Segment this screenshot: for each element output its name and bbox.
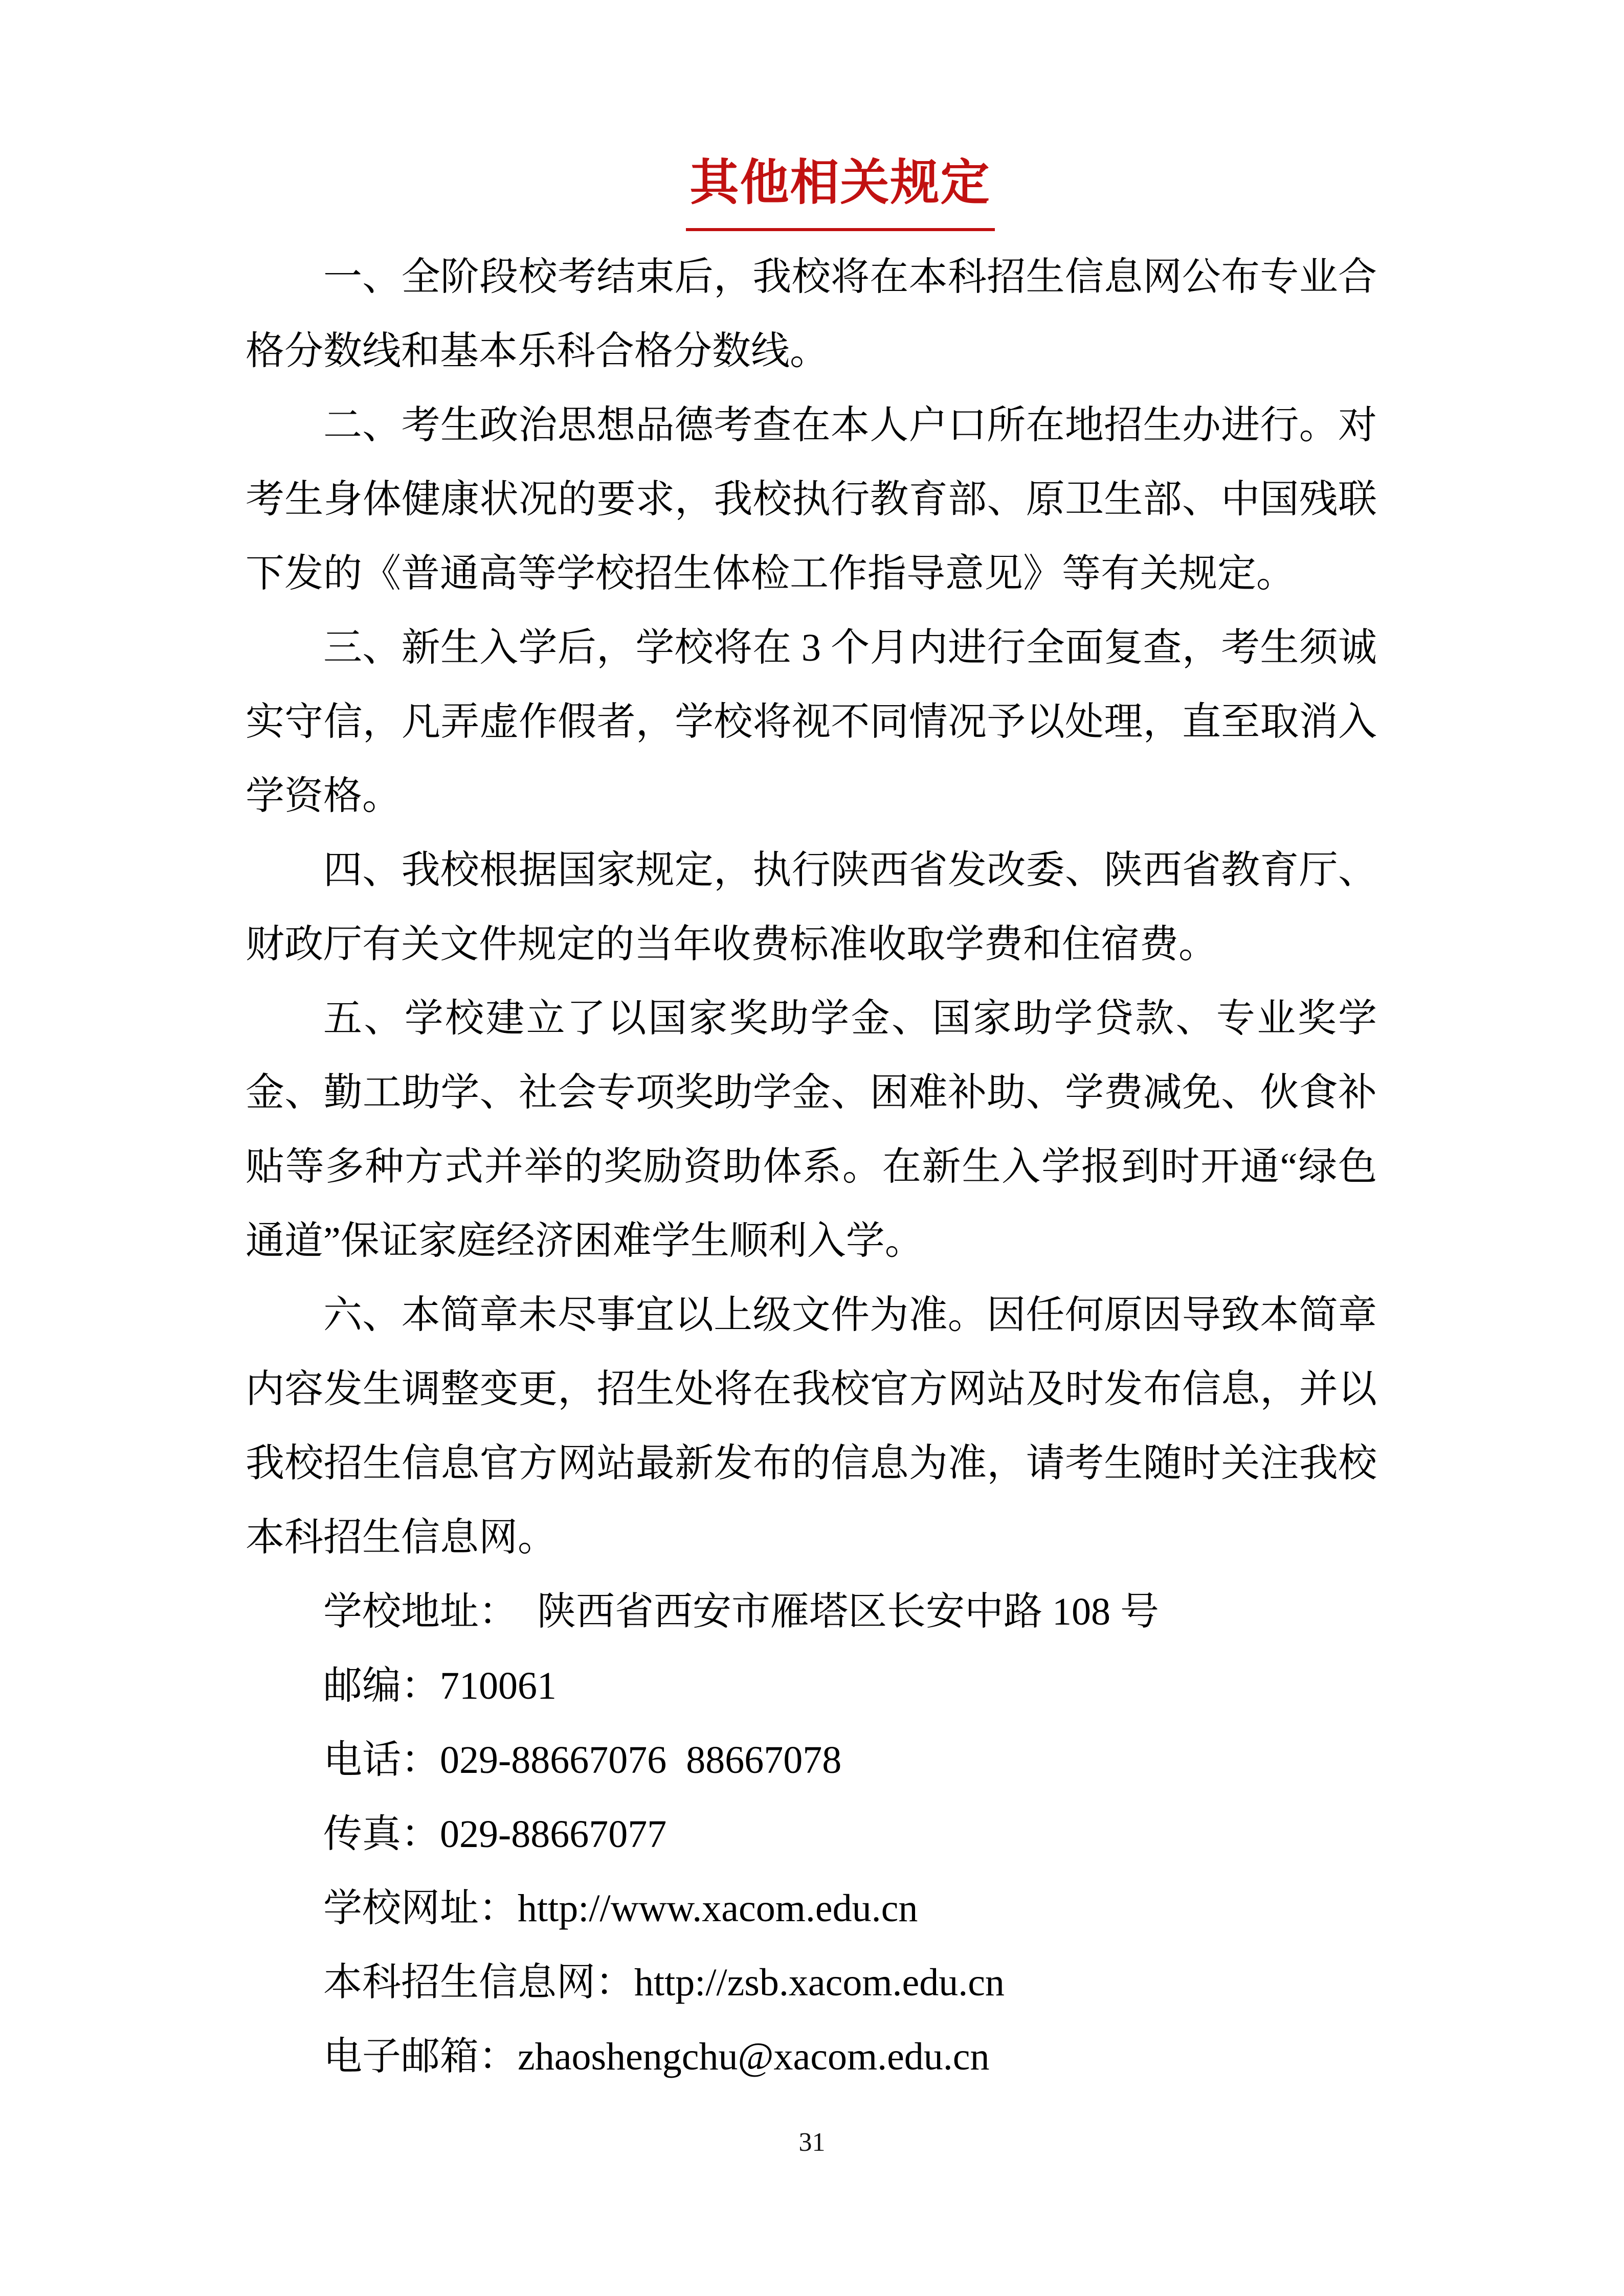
page-title-text: 其他相关规定 [686, 141, 995, 231]
body-paragraph-3: 三、新生入学后，学校将在 3 个月内进行全面复查，考生须诚实守信，凡弄虚作假者，学校将视不同情况予以处理，直至取消入学资格。 [246, 626, 1377, 818]
contact-line-admissions-site: 本科招生信息网：http://zsb.xacom.edu.cn [323, 1961, 1005, 2004]
contact-line-phone: 电话：029-88667076 88667078 [323, 1739, 842, 1782]
contact-block [246, 1575, 1377, 2094]
contact-line-email: 电子邮箱：zhaoshengchu@xacom.edu.cn [323, 2035, 990, 2078]
body-paragraph-2: 二、考生政治思想品德考查在本人户口所在地招生办进行。对考生身体健康状况的要求，我校执行教育部、原卫生部、中国残联下发的《普通高等学校招生体检工作指导意见》等有关规定。 [246, 404, 1377, 595]
document-body [246, 240, 1377, 2094]
page-number: 31 [798, 2128, 826, 2157]
contact-line-postcode: 邮编：710061 [323, 1664, 557, 1707]
page-title [0, 141, 1624, 239]
contact-line-website: 学校网址：http://www.xacom.edu.cn [323, 1887, 918, 1930]
body-paragraph-5: 五、学校建立了以国家奖助学金、国家助学贷款、专业奖学金、勤工助学、社会专项奖助学金、困难补助、学费减免、伙食补贴等多种方式并举的奖励资助体系。在新生入学报到时开通“绿色通道”保证家庭经济困难学生顺利入学。 [246, 997, 1377, 1263]
body-paragraph-6: 六、本简章未尽事宜以上级文件为准。因任何原因导致本简章内容发生调整变更，招生处将在我校官方网站及时发布信息，并以我校招生信息官方网站最新发布的信息为准，请考生随时关注我校本科招生信息网。 [246, 1294, 1377, 1559]
body-paragraph-1: 一、全阶段校考结束后，我校将在本科招生信息网公布专业合格分数线和基本乐科合格分数线。 [246, 256, 1377, 373]
body-paragraph-4: 四、我校根据国家规定，执行陕西省发改委、陕西省教育厅、财政厅有关文件规定的当年收费标准收取学费和住宿费。 [246, 849, 1377, 966]
contact-line-fax: 传真：029-88667077 [323, 1813, 667, 1856]
contact-line-address: 学校地址： 陕西省西安市雁塔区长安中路 108 号 [323, 1590, 1159, 1633]
